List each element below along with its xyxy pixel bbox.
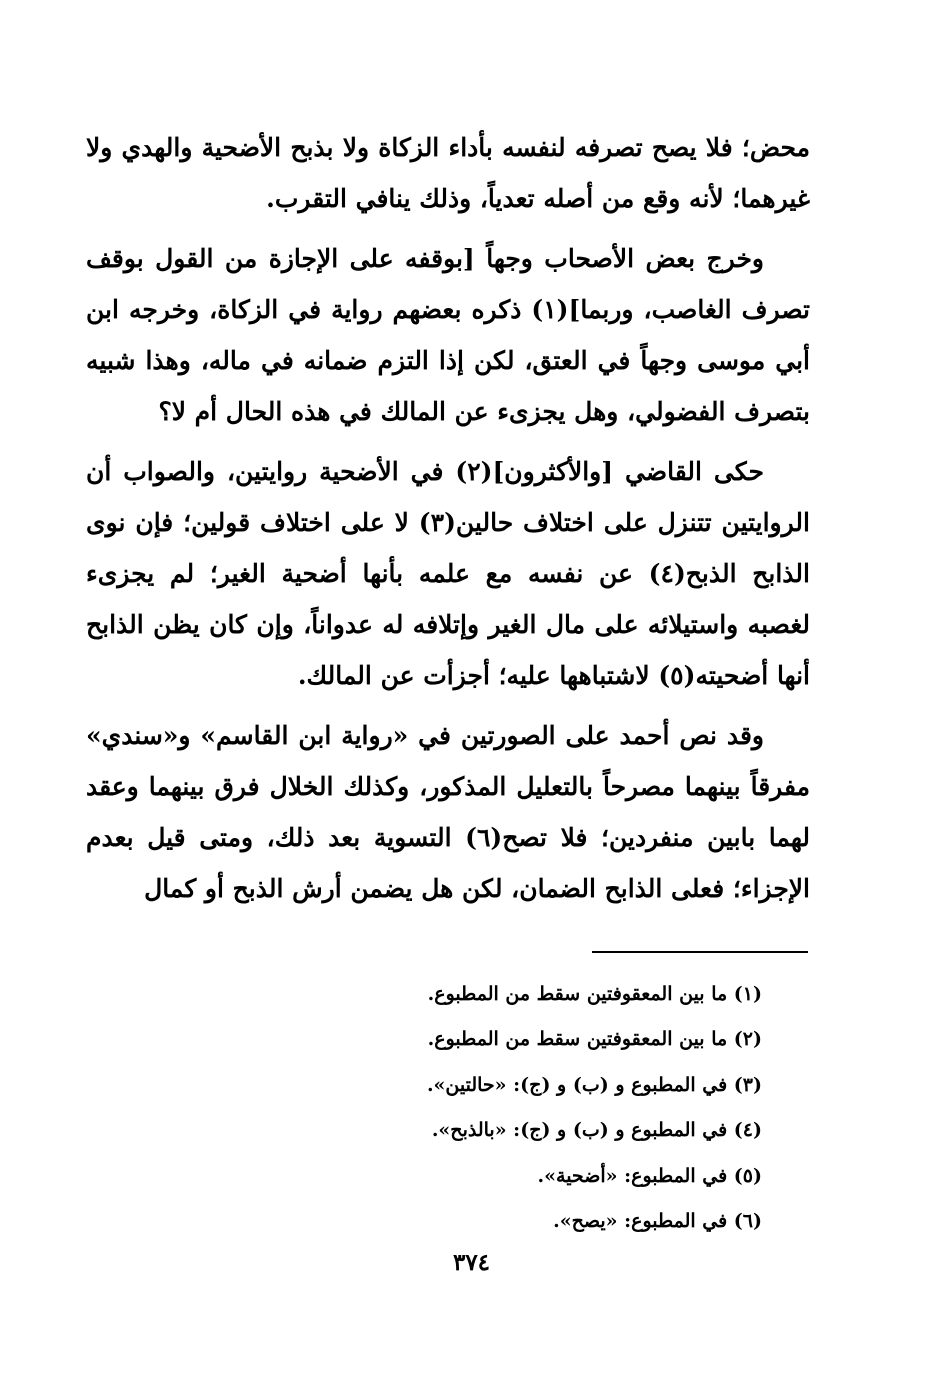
footnote-6: (٦) في المطبوع: «يصح». [553,1210,762,1233]
footnote-5: (٥) في المطبوع: «أضحية». [537,1164,762,1187]
main-text [86,122,810,923]
footnote-separator [592,951,808,953]
paragraph-3: حكى القاضي [والأكثرون](٢) في الأضحية روايتين، والصواب أن الروايتين تتنزل على اختلاف حالين(٣) لا على اختلاف قولين؛ فإن نوى الذابح الذبح(٤) عن نفسه مع علمه بأنها أضحية الغير؛ لم يجزىء لغصبه واستيلائه على مال الغير وإتلافه له عدواناً، وإن كان يظن الذابح أنها أضحيته(٥) لاشتباهها عليه؛ أجزأت عن المالك. [86,457,810,690]
paragraph-4: وقد نص أحمد على الصورتين في «رواية ابن القاسم» و«سندي» مفرقاً بينهما مصرحاً بالتعليل المذكور، وكذلك الخلال فرق بينهما وعقد لهما بابين منفردين؛ فلا تصح(٦) التسوية بعد ذلك، ومتى قيل بعدم الإجزاء؛ فعلى الذابح الضمان، لكن هل يضمن أرش الذبح أو كمال [86,721,810,903]
footnote-4: (٤) في المطبوع و (ب) و (ج): «بالذبح». [431,1119,762,1142]
paragraph-1: محض؛ فلا يصح تصرفه لنفسه بأداء الزكاة ولا بذبح الأضحية والهدي ولا غيرهما؛ لأنه وقع من أصله تعدياً، وذلك ينافي التقرب. [86,133,810,213]
page-number: ٣٧٤ [452,1249,491,1276]
paragraph-2: وخرج بعض الأصحاب وجهاً [بوقفه على الإجازة من القول بوقف تصرف الغاصب، وربما](١) ذكره بعضهم رواية في الزكاة، وخرجه ابن أبي موسى وجهاً في العتق، لكن إذا التزم ضمانه في ماله، وهذا شبيه بتصرف الفضولي، وهل يجزىء عن المالك في هذه الحال أم لا؟ [86,244,810,426]
footnote-1: (١) ما بين المعقوفتين سقط من المطبوع. [427,983,762,1005]
footnote-2: (٢) ما بين المعقوفتين سقط من المطبوع. [427,1028,762,1051]
footnote-3: (٣) في المطبوع و (ب) و (ج): «حالتين». [426,1073,762,1096]
footnotes [86,972,762,1244]
